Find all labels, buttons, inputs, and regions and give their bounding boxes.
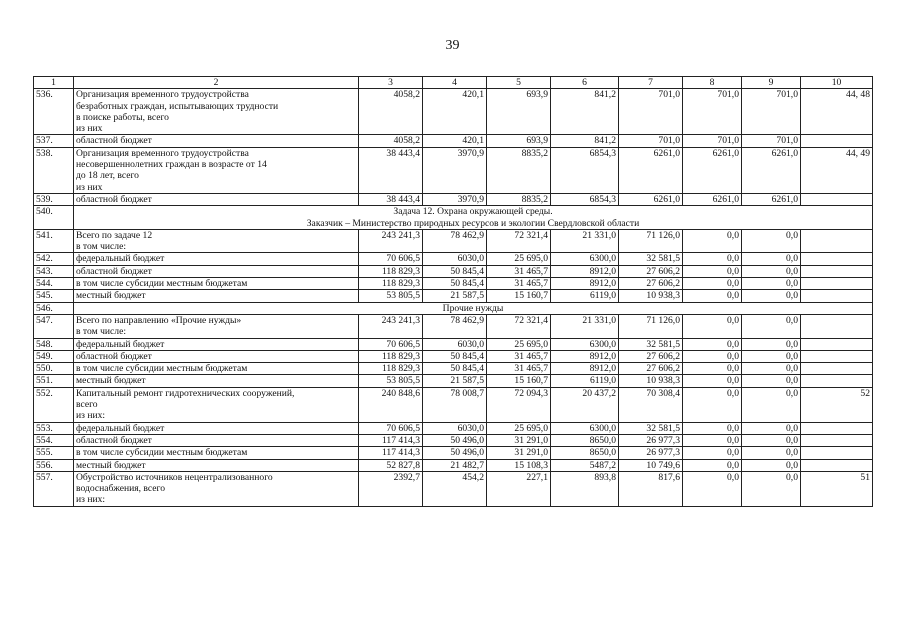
row-name-line: в том числе субсидии местным бюджетам [76,363,248,375]
value-cell: 70 606,5 [359,422,423,434]
value-cell: 3970,9 [423,193,487,205]
value-cell: 240 848,6 [359,387,423,422]
value-cell: 78 008,7 [423,387,487,422]
value-cell: 53 805,5 [359,375,423,387]
value-cell: 32 581,5 [619,422,683,434]
value-cell: 118 829,3 [359,265,423,277]
value-cell: 15 160,7 [487,375,551,387]
table-row [34,387,873,422]
row-name [74,447,359,459]
value-cell: 26 977,3 [619,434,683,446]
reference-cell [801,314,873,338]
value-cell: 31 465,7 [487,278,551,290]
reference-cell [801,375,873,387]
row-name [74,434,359,446]
value-cell: 8912,0 [551,265,619,277]
row-number: 541. [34,229,74,253]
row-name-line: федеральный бюджет [76,338,165,350]
value-cell: 4058,2 [359,89,423,135]
value-cell: 26 977,3 [619,447,683,459]
page-number: 39 [445,38,460,53]
value-cell: 701,0 [742,135,801,147]
table-row [34,314,873,338]
reference-cell [801,447,873,459]
row-number: 557. [34,471,74,506]
value-cell: 6030,0 [423,338,487,350]
value-cell: 0,0 [683,350,742,362]
row-name-line: из них: [76,494,106,506]
row-name-line: областной бюджет [76,135,152,147]
reference-cell: 44, 49 [801,147,873,193]
value-cell: 6261,0 [683,193,742,205]
table-row [34,375,873,387]
table-row [34,229,873,253]
row-name-line: местный бюджет [76,290,146,302]
table-row [34,135,873,147]
value-cell: 52 827,8 [359,459,423,471]
value-cell: 31 465,7 [487,363,551,375]
value-cell: 6854,3 [551,193,619,205]
table-row [34,278,873,290]
value-cell: 118 829,3 [359,278,423,290]
value-cell: 70 606,5 [359,338,423,350]
value-cell: 420,1 [423,135,487,147]
row-number: 544. [34,278,74,290]
row-name [74,290,359,302]
value-cell: 8912,0 [551,363,619,375]
value-cell: 0,0 [742,363,801,375]
value-cell: 117 414,3 [359,434,423,446]
value-cell: 0,0 [742,253,801,265]
value-cell: 841,2 [551,89,619,135]
value-cell: 50 845,4 [423,350,487,362]
value-cell: 50 845,4 [423,363,487,375]
value-cell: 10 938,3 [619,290,683,302]
row-number: 543. [34,265,74,277]
row-name [74,363,359,375]
table-body [34,77,873,507]
value-cell: 78 462,9 [423,229,487,253]
value-cell: 6261,0 [683,147,742,193]
row-name-line: безработных граждан, испытывающих трудности [76,100,279,112]
value-cell: 118 829,3 [359,350,423,362]
header-cell: 2 [74,77,359,89]
value-cell: 0,0 [742,338,801,350]
value-cell: 817,6 [619,471,683,506]
row-name-line: в том числе: [76,326,127,338]
value-cell: 0,0 [742,375,801,387]
value-cell: 0,0 [683,459,742,471]
value-cell: 8650,0 [551,447,619,459]
value-cell: 243 241,3 [359,229,423,253]
row-name-line: Капитальный ремонт гидротехнических сооружений, [76,387,295,399]
section-row [34,302,873,314]
value-cell: 21 331,0 [551,229,619,253]
value-cell: 25 695,0 [487,338,551,350]
row-number: 542. [34,253,74,265]
value-cell: 0,0 [742,314,801,338]
row-name-line: до 18 лет, всего [76,170,139,182]
row-name-line: в том числе субсидии местным бюджетам [76,278,248,290]
table-row [34,434,873,446]
value-cell: 0,0 [683,278,742,290]
value-cell: 71 126,0 [619,229,683,253]
value-cell: 243 241,3 [359,314,423,338]
section-title-line: Заказчик – Министерство природных ресурсов и экологии Свердловской области [306,217,640,229]
row-name-line: местный бюджет [76,459,146,471]
value-cell: 32 581,5 [619,338,683,350]
table-row [34,193,873,205]
value-cell: 6261,0 [742,193,801,205]
table-row [34,290,873,302]
row-name-line: в поиске работы, всего [76,111,169,123]
value-cell: 454,2 [423,471,487,506]
table-row [34,422,873,434]
value-cell: 6119,0 [551,375,619,387]
section-row [34,206,873,230]
value-cell: 701,0 [683,135,742,147]
row-name-line: федеральный бюджет [76,422,165,434]
value-cell: 0,0 [683,265,742,277]
value-cell: 0,0 [742,229,801,253]
table-row [34,363,873,375]
row-number: 539. [34,193,74,205]
row-number: 553. [34,422,74,434]
reference-cell [801,278,873,290]
row-name [74,459,359,471]
value-cell: 2392,7 [359,471,423,506]
table-row [34,459,873,471]
row-number: 538. [34,147,74,193]
row-number: 552. [34,387,74,422]
table-row [34,338,873,350]
table-row [34,265,873,277]
header-cell: 9 [742,77,801,89]
value-cell: 78 462,9 [423,314,487,338]
table-row [34,89,873,135]
row-name-line: федеральный бюджет [76,253,165,265]
value-cell: 0,0 [683,314,742,338]
row-name-line: из них [76,123,103,135]
value-cell: 10 938,3 [619,375,683,387]
row-name-line: водоснабжения, всего [76,483,166,495]
row-name [74,135,359,147]
section-title [74,302,873,314]
value-cell: 6854,3 [551,147,619,193]
reference-cell [801,422,873,434]
value-cell: 6300,0 [551,338,619,350]
value-cell: 841,2 [551,135,619,147]
value-cell: 38 443,4 [359,193,423,205]
value-cell: 72 321,4 [487,314,551,338]
row-name [74,193,359,205]
value-cell: 117 414,3 [359,447,423,459]
row-name-line: Обустройство источников нецентрализованного [76,471,273,483]
value-cell: 27 606,2 [619,350,683,362]
value-cell: 6261,0 [742,147,801,193]
value-cell: 50 845,4 [423,278,487,290]
header-row [34,77,873,89]
value-cell: 10 749,6 [619,459,683,471]
value-cell: 70 308,4 [619,387,683,422]
reference-cell [801,363,873,375]
table-row [34,471,873,506]
reference-cell [801,459,873,471]
row-name-line: из них [76,181,103,193]
row-number: 547. [34,314,74,338]
value-cell: 701,0 [742,89,801,135]
reference-cell [801,193,873,205]
value-cell: 0,0 [742,459,801,471]
row-name-line: Организация временного трудоустройства [76,89,249,101]
row-name [74,253,359,265]
row-number: 556. [34,459,74,471]
header-cell: 4 [423,77,487,89]
section-title-line: Задача 12. Охрана окружающей среды. [393,206,553,218]
row-number: 546. [34,302,74,314]
value-cell: 0,0 [683,229,742,253]
value-cell: 227,1 [487,471,551,506]
value-cell: 15 108,3 [487,459,551,471]
value-cell: 0,0 [683,422,742,434]
value-cell: 25 695,0 [487,422,551,434]
value-cell: 70 606,5 [359,253,423,265]
value-cell: 0,0 [742,387,801,422]
header-cell: 3 [359,77,423,89]
row-name [74,350,359,362]
row-name [74,314,359,338]
row-number: 545. [34,290,74,302]
value-cell: 0,0 [683,338,742,350]
value-cell: 0,0 [683,447,742,459]
value-cell: 0,0 [742,290,801,302]
table-row [34,147,873,193]
value-cell: 6261,0 [619,193,683,205]
value-cell: 32 581,5 [619,253,683,265]
value-cell: 6119,0 [551,290,619,302]
value-cell: 6300,0 [551,422,619,434]
reference-cell [801,350,873,362]
value-cell: 0,0 [683,375,742,387]
value-cell: 20 437,2 [551,387,619,422]
value-cell: 8912,0 [551,350,619,362]
row-number: 536. [34,89,74,135]
row-name-line: Всего по задаче 12 [76,229,153,241]
value-cell: 27 606,2 [619,278,683,290]
section-title-line: Прочие нужды [442,302,504,314]
value-cell: 72 321,4 [487,229,551,253]
row-name [74,471,359,506]
value-cell: 8835,2 [487,147,551,193]
row-name [74,278,359,290]
row-name-line: областной бюджет [76,193,152,205]
row-name [74,422,359,434]
row-number: 549. [34,350,74,362]
value-cell: 0,0 [683,471,742,506]
value-cell: 0,0 [742,422,801,434]
row-name-line: несовершеннолетних граждан в возрасте от 14 [76,159,267,171]
reference-cell [801,253,873,265]
value-cell: 25 695,0 [487,253,551,265]
reference-cell [801,135,873,147]
header-cell: 1 [34,77,74,89]
value-cell: 0,0 [683,253,742,265]
row-name [74,375,359,387]
row-name-line: областной бюджет [76,434,152,446]
row-number: 540. [34,206,74,230]
header-cell: 8 [683,77,742,89]
value-cell: 0,0 [742,265,801,277]
value-cell: 27 606,2 [619,265,683,277]
reference-cell [801,434,873,446]
value-cell: 72 094,3 [487,387,551,422]
value-cell: 31 465,7 [487,265,551,277]
row-name-line: местный бюджет [76,375,146,387]
budget-table [33,76,873,507]
row-name [74,387,359,422]
value-cell: 6300,0 [551,253,619,265]
value-cell: 38 443,4 [359,147,423,193]
value-cell: 21 331,0 [551,314,619,338]
table-row [34,350,873,362]
value-cell: 4058,2 [359,135,423,147]
row-number: 551. [34,375,74,387]
value-cell: 0,0 [683,434,742,446]
row-name [74,89,359,135]
value-cell: 21 587,5 [423,290,487,302]
value-cell: 701,0 [619,89,683,135]
value-cell: 27 606,2 [619,363,683,375]
section-title [74,206,873,230]
table-row [34,447,873,459]
row-name [74,147,359,193]
value-cell: 693,9 [487,89,551,135]
value-cell: 0,0 [742,278,801,290]
header-cell: 10 [801,77,873,89]
row-name [74,338,359,350]
value-cell: 50 845,4 [423,265,487,277]
value-cell: 50 496,0 [423,434,487,446]
value-cell: 0,0 [742,447,801,459]
reference-cell [801,290,873,302]
value-cell: 693,9 [487,135,551,147]
row-number: 555. [34,447,74,459]
reference-cell: 51 [801,471,873,506]
value-cell: 0,0 [742,434,801,446]
reference-cell: 44, 48 [801,89,873,135]
row-number: 554. [34,434,74,446]
reference-cell [801,229,873,253]
header-cell: 6 [551,77,619,89]
row-name-line: всего [76,399,98,411]
row-name-line: в том числе субсидии местным бюджетам [76,447,248,459]
row-name-line: Организация временного трудоустройства [76,147,249,159]
value-cell: 15 160,7 [487,290,551,302]
table-row [34,253,873,265]
value-cell: 8835,2 [487,193,551,205]
value-cell: 3970,9 [423,147,487,193]
value-cell: 71 126,0 [619,314,683,338]
value-cell: 8650,0 [551,434,619,446]
header-cell: 5 [487,77,551,89]
value-cell: 31 465,7 [487,350,551,362]
row-name-line: Всего по направлению «Прочие нужды» [76,314,242,326]
value-cell: 0,0 [683,363,742,375]
row-name-line: из них: [76,410,106,422]
header-cell: 7 [619,77,683,89]
value-cell: 21 587,5 [423,375,487,387]
value-cell: 21 482,7 [423,459,487,471]
value-cell: 420,1 [423,89,487,135]
value-cell: 0,0 [683,290,742,302]
value-cell: 0,0 [742,350,801,362]
value-cell: 118 829,3 [359,363,423,375]
reference-cell [801,338,873,350]
reference-cell [801,265,873,277]
value-cell: 53 805,5 [359,290,423,302]
row-name-line: областной бюджет [76,265,152,277]
row-name-line: областной бюджет [76,350,152,362]
row-number: 537. [34,135,74,147]
value-cell: 6030,0 [423,422,487,434]
reference-cell: 52 [801,387,873,422]
value-cell: 31 291,0 [487,434,551,446]
value-cell: 701,0 [683,89,742,135]
value-cell: 701,0 [619,135,683,147]
row-number: 550. [34,363,74,375]
value-cell: 50 496,0 [423,447,487,459]
value-cell: 8912,0 [551,278,619,290]
value-cell: 893,8 [551,471,619,506]
value-cell: 5487,2 [551,459,619,471]
value-cell: 0,0 [742,471,801,506]
row-name [74,265,359,277]
value-cell: 0,0 [683,387,742,422]
row-name-line: в том числе: [76,241,127,253]
value-cell: 6030,0 [423,253,487,265]
row-name [74,229,359,253]
value-cell: 6261,0 [619,147,683,193]
row-number: 548. [34,338,74,350]
value-cell: 31 291,0 [487,447,551,459]
